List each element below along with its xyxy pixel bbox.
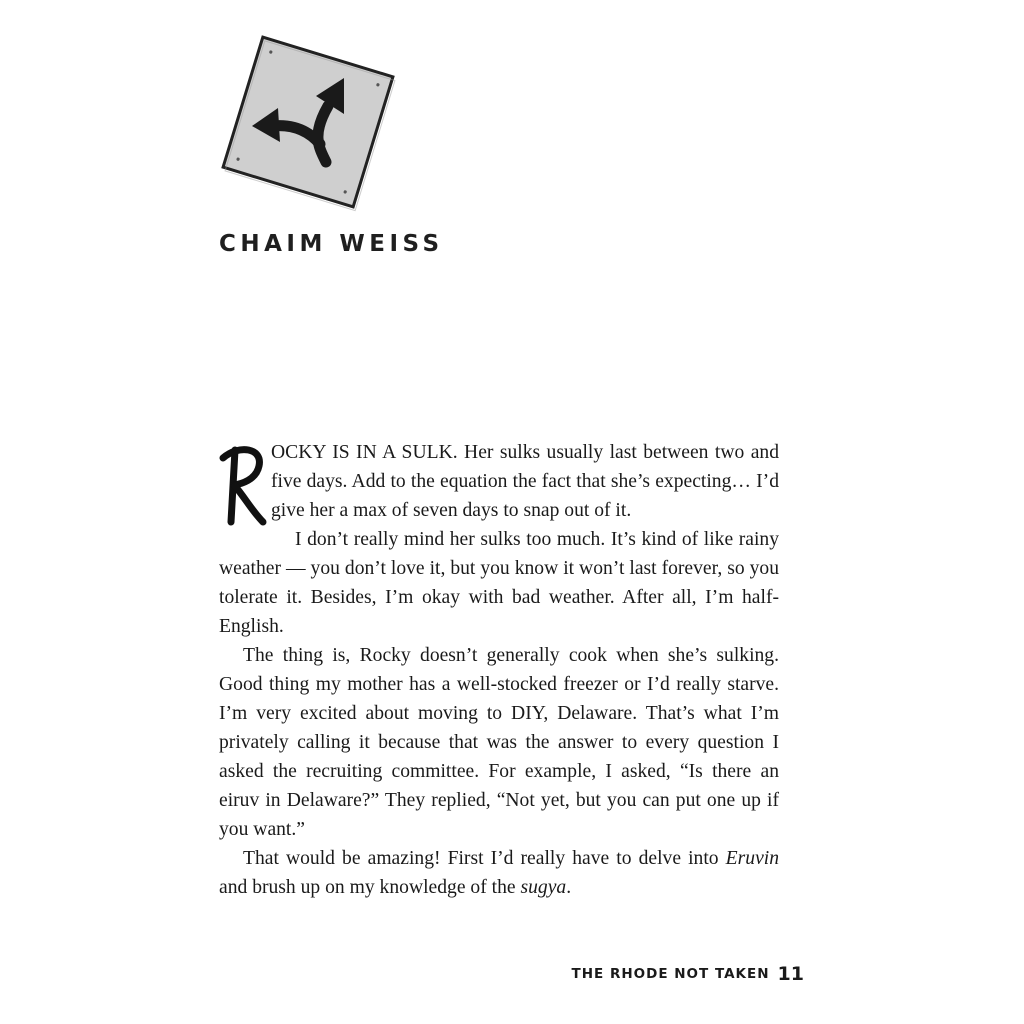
paragraph-1 [219, 438, 779, 525]
chapter-title: CHAIM WEISS [219, 231, 444, 257]
paragraph-2: I don’t really mind her sulks too much. It’s kind of like rainy weather — you don’t love it, but you know it won’t last forever, so you tolerate it. Besides, I’m okay with bad weather. After all, I’m half-English. [219, 529, 779, 637]
page-number: 11 [777, 963, 804, 985]
italic-eruvin: Eruvin [725, 848, 779, 869]
italic-sugya: sugya [520, 877, 567, 898]
paragraph-4-end: . [566, 877, 572, 898]
dropcap [219, 442, 269, 526]
running-head: THE RHODE NOT TAKEN [571, 966, 770, 982]
paragraph-4-middle: and brush up on my knowledge of the [219, 877, 521, 898]
paragraph-4 [219, 844, 779, 902]
body-text [219, 438, 779, 902]
dropcap-glyph [219, 442, 269, 526]
paragraph-4-start: That would be amazing! First I’d really have to delve into [243, 848, 726, 869]
page-footer [572, 963, 804, 985]
paragraph-3: The thing is, Rocky doesn’t generally cook when she’s sulking. Good thing my mother has a well-stocked freezer or I’d really starve. I’m very excited about moving to DIY, Delaware. That’s what I’m privately calling it because that was the answer to every question I asked the recruiting committee. For example, I asked, “Is there an eiruv in Delaware?” They replied, “Not yet, but you can put one up if you want.” [219, 645, 779, 840]
diverging-road-sign-icon [216, 30, 400, 214]
paragraph-1-text: OCKY IS IN A SULK. Her sulks usually last between two and five days. Add to the equation the fact that she’s expecting… I’d give her a max of seven days to snap out of it. [271, 442, 779, 521]
